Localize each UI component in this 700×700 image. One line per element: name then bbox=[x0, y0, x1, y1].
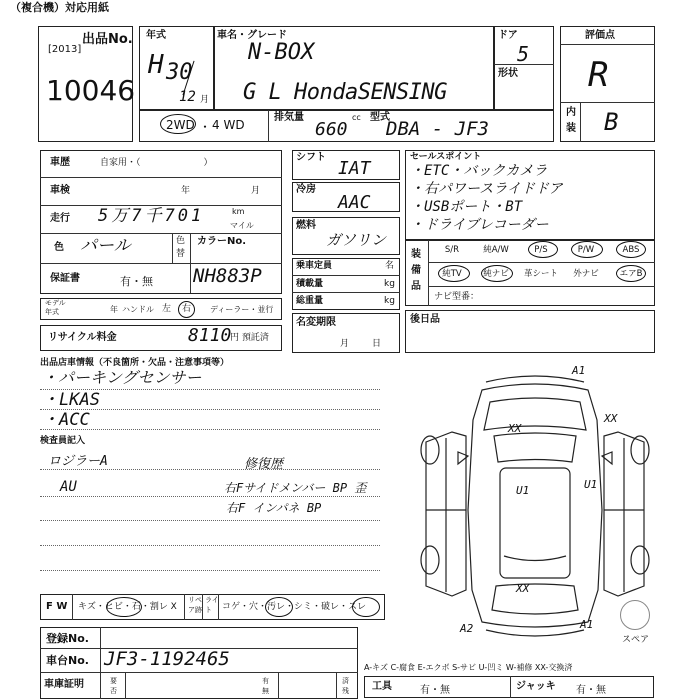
color-value: パール bbox=[80, 236, 131, 256]
color-change-1: 色 bbox=[176, 236, 186, 246]
option-tv-circle bbox=[438, 265, 470, 282]
drive-2wd: 2WD bbox=[166, 118, 195, 132]
equipment-label-2: 備 bbox=[411, 265, 421, 276]
sales-point-item: ・ドライブレコーダー bbox=[410, 217, 549, 233]
shift-value: IAT bbox=[338, 158, 371, 179]
handle-label: ハンドル bbox=[122, 305, 154, 314]
seller-note-item: ・パーキングセンサー bbox=[42, 368, 202, 387]
color-code-label: カラーNo. bbox=[197, 236, 247, 247]
equipment-option: S/R bbox=[444, 245, 460, 255]
spare-tire-circle bbox=[620, 600, 650, 630]
tools-value: 有・無 bbox=[420, 685, 450, 696]
model-value: DBA - JF3 bbox=[386, 118, 489, 140]
equipment-option: エアB bbox=[619, 269, 643, 279]
garage-cert-label: 車庫証明 bbox=[44, 679, 84, 690]
displacement-label: 排気量 bbox=[274, 112, 304, 123]
warranty-label: 保証書 bbox=[50, 273, 80, 284]
garage-cert-4: 無 bbox=[262, 687, 269, 695]
grade-label: 評価点 bbox=[585, 30, 615, 41]
damage-mark: XX bbox=[508, 422, 522, 435]
mileage-km: km bbox=[232, 207, 245, 216]
option-airbag-circle bbox=[616, 265, 646, 282]
interior-score: B bbox=[604, 108, 619, 136]
sheet-header-title: （複合機）対応用紙 bbox=[10, 1, 109, 14]
glass-repair-2: ア跡 bbox=[188, 606, 202, 614]
sales-point-item: ・ETC・バックカメラ bbox=[410, 163, 548, 179]
displacement-value: 660 bbox=[315, 119, 348, 140]
equipment-option: 外ナビ bbox=[573, 269, 599, 279]
lot-year-tag: [2013] bbox=[48, 44, 82, 55]
seller-note-item: ・ACC bbox=[42, 410, 90, 430]
mileage-mile: マイル bbox=[230, 221, 254, 230]
inspector-extra: 修復歴 bbox=[244, 457, 284, 472]
lot-number: 10046 bbox=[46, 74, 136, 107]
inspector-line: ロジラーA bbox=[48, 454, 108, 469]
model-label: 型式 bbox=[370, 112, 390, 123]
inspection-month: 月 bbox=[251, 186, 261, 196]
sales-point-item: ・右パワースライドドア bbox=[410, 181, 563, 197]
door-count: 5 bbox=[517, 42, 530, 66]
model-year-label-1: モデル bbox=[45, 299, 66, 307]
recycle-value: 8110 bbox=[188, 325, 232, 346]
name-change-day: 日 bbox=[372, 339, 382, 349]
fuel-value: ガソリン bbox=[326, 231, 387, 249]
drive-4wd: 4 WD bbox=[212, 118, 245, 132]
recycle-label: リサイクル料金 bbox=[48, 332, 117, 343]
inspection-year: 年 bbox=[181, 186, 191, 196]
inspection-label: 車検 bbox=[50, 185, 70, 196]
door-label: ドア bbox=[498, 30, 518, 41]
garage-cert-2: 否 bbox=[110, 687, 117, 695]
vehicle-name: N-BOX bbox=[248, 40, 315, 65]
name-change-label: 名変期限 bbox=[296, 317, 336, 328]
glass-lamp-2: ト bbox=[205, 606, 212, 614]
history-label: 車歴 bbox=[50, 157, 70, 168]
seller-note-item: ・LKAS bbox=[42, 390, 100, 410]
navi-model-label: ナビ型番： bbox=[434, 292, 480, 302]
glass-options: キズ・ヒビ・石・割レ X bbox=[78, 602, 177, 612]
interior-condition-circle-2 bbox=[352, 597, 380, 617]
dealer-label: ディーラー・並行 bbox=[210, 305, 274, 314]
glass-option-circle bbox=[106, 597, 142, 617]
interior-condition-items: コゲ・穴・汚レ・シミ・破レ・スレ bbox=[222, 602, 367, 612]
equipment-option: ABS bbox=[622, 245, 640, 255]
year-era: H bbox=[148, 50, 164, 80]
handle-right: 右 bbox=[182, 304, 192, 314]
color-code-value: NH883P bbox=[193, 265, 262, 287]
color-label: 色 bbox=[54, 242, 64, 253]
inspector-line: 右F インパネ BP bbox=[226, 501, 322, 515]
damage-mark: XX bbox=[604, 412, 618, 425]
garage-cert-3: 有 bbox=[262, 677, 269, 685]
damage-mark: A1 bbox=[580, 618, 594, 631]
ac-value: AAC bbox=[338, 192, 371, 213]
shape-label: 形状 bbox=[498, 68, 518, 79]
chassis-label: 車台No. bbox=[46, 654, 89, 667]
option-pw-circle bbox=[571, 241, 603, 258]
sales-point-item: ・USBポート・BT bbox=[410, 199, 523, 215]
recycle-suffix: 円 預託済 bbox=[230, 333, 269, 343]
spare-label: スペア bbox=[622, 635, 650, 645]
equipment-option: 純ナビ bbox=[483, 269, 509, 279]
interior-label-1: 内 bbox=[566, 107, 576, 118]
damage-mark: A2 bbox=[460, 622, 474, 635]
garage-cert-5: 済 bbox=[342, 677, 349, 685]
tools-label: 工具 bbox=[372, 681, 392, 692]
color-change-2: 替 bbox=[176, 249, 186, 259]
weight-label: 総重量 bbox=[296, 296, 324, 306]
inspector-label: 検査員記入 bbox=[40, 436, 86, 446]
option-abs-circle bbox=[616, 241, 646, 258]
jack-label: ジャッキ bbox=[516, 681, 556, 692]
equipment-option: P/S bbox=[534, 245, 548, 255]
damage-mark: U1 bbox=[584, 478, 598, 491]
inspector-line: AU bbox=[60, 479, 77, 495]
damage-legend: A-キズ C-腐食 E-エクボ S-サビ U-凹ミ W-補修 XX-交換済 bbox=[364, 663, 573, 672]
damage-mark: A1 bbox=[572, 364, 586, 377]
mileage-value: 5万7千701 bbox=[98, 206, 205, 226]
car-damage-diagram bbox=[412, 360, 658, 646]
vehicle-grade: G L HondaSENSING bbox=[243, 80, 447, 105]
warranty-value: 有・無 bbox=[120, 275, 153, 288]
displacement-unit: cc bbox=[352, 113, 361, 122]
inspector-line: 右Fサイドメンバー BP 歪 bbox=[224, 481, 367, 495]
tools-box bbox=[364, 676, 654, 698]
lot-label: 出品No. bbox=[82, 32, 133, 47]
equipment-option: 純A/W bbox=[483, 245, 509, 255]
ac-label: 冷房 bbox=[296, 184, 316, 195]
equipment-label-1: 装 bbox=[411, 249, 421, 260]
equipment-option: 革シート bbox=[523, 269, 558, 279]
grade-score: R bbox=[588, 55, 609, 95]
fuel-label: 燃料 bbox=[296, 220, 316, 231]
interior-condition-circle bbox=[265, 597, 293, 617]
chassis-number: JF3-1192465 bbox=[104, 648, 230, 670]
glass-lamp-1: ライ bbox=[205, 596, 219, 604]
glass-repair-1: リペ bbox=[188, 596, 202, 604]
option-navi-circle bbox=[481, 265, 513, 282]
year-month: 12 bbox=[179, 89, 196, 105]
registration-label: 登録No. bbox=[46, 632, 89, 645]
year-label: 年式 bbox=[146, 30, 166, 41]
model-year-label-2: 年式 bbox=[45, 308, 59, 316]
interior-label-2: 装 bbox=[566, 123, 576, 134]
model-year-year: 年 bbox=[110, 305, 118, 314]
damage-mark: XX bbox=[516, 582, 530, 595]
seller-notes-label: 出品店車情報（不良箇所・欠品・注意事項等） bbox=[40, 358, 230, 368]
garage-cert-6: 残 bbox=[342, 687, 349, 695]
year-value: 30 bbox=[166, 60, 193, 85]
equipment-label-3: 品 bbox=[411, 281, 421, 292]
name-label: 車名・グレード bbox=[217, 30, 287, 41]
mileage-label: 走行 bbox=[50, 213, 70, 224]
equipment-option: P/W bbox=[577, 245, 595, 255]
shift-label: シフト bbox=[296, 152, 326, 163]
garage-cert-1: 要 bbox=[110, 677, 117, 685]
drive-sep: ・ bbox=[199, 120, 212, 134]
year-month-suffix: 月 bbox=[200, 95, 210, 105]
history-value: 自家用・（ ） bbox=[100, 158, 213, 168]
riders-unit: 名 bbox=[385, 261, 395, 271]
riders-label: 乗車定員 bbox=[296, 261, 333, 271]
damage-mark: U1 bbox=[516, 484, 530, 497]
sales-points-label: セールスポイント bbox=[410, 152, 482, 162]
load-unit: kg bbox=[384, 279, 395, 289]
load-label: 積載量 bbox=[296, 279, 324, 289]
retrofit-box bbox=[405, 310, 655, 353]
weight-unit: kg bbox=[384, 296, 395, 306]
equipment-option: 純TV bbox=[442, 269, 462, 279]
option-ps-circle bbox=[528, 241, 558, 258]
retrofit-label: 後日品 bbox=[410, 314, 440, 325]
handle-left: 左 bbox=[162, 304, 172, 314]
name-change-month: 月 bbox=[340, 339, 350, 349]
jack-value: 有・無 bbox=[576, 685, 606, 696]
glass-label: F W bbox=[46, 601, 68, 612]
